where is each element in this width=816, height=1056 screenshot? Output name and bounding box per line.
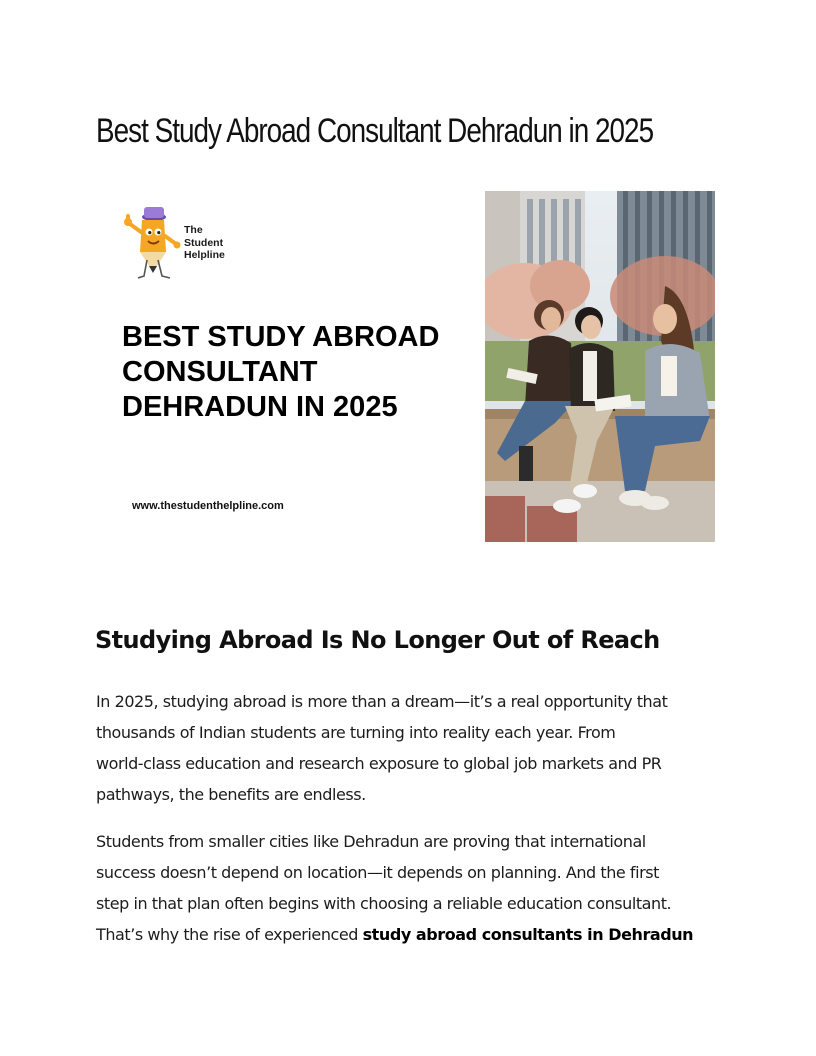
paragraph-line: world-class education and research exposure to global job markets and PR bbox=[96, 754, 662, 773]
section-heading: Studying Abroad Is No Longer Out of Reach bbox=[95, 626, 660, 654]
paragraph-line bbox=[96, 919, 736, 950]
banner-heading-line: DEHRADUN IN 2025 bbox=[122, 391, 398, 423]
paragraph-line: thousands of Indian students are turning into reality each year. From bbox=[96, 723, 616, 742]
paragraph bbox=[96, 686, 736, 810]
paragraph-text: That’s why the rise of experienced bbox=[96, 925, 363, 944]
paragraph-line: pathways, the benefits are endless. bbox=[96, 785, 366, 804]
hero-banner bbox=[96, 190, 716, 542]
brand-logo bbox=[120, 202, 270, 282]
paragraph-line: Students from smaller cities like Dehradun are proving that international bbox=[96, 832, 646, 851]
logo-text bbox=[184, 224, 225, 262]
paragraph-line: In 2025, studying abroad is more than a dream—it’s a real opportunity that bbox=[96, 692, 668, 711]
banner-heading bbox=[122, 320, 462, 425]
paragraph-line: step in that plan often begins with choosing a reliable education consultant. bbox=[96, 894, 672, 913]
logo-line: The bbox=[184, 224, 203, 236]
paragraph bbox=[96, 826, 736, 950]
students-photo bbox=[485, 191, 715, 542]
banner-heading-line: CONSULTANT bbox=[122, 356, 318, 388]
logo-line: Helpline bbox=[184, 249, 225, 261]
banner-heading-line: BEST STUDY ABROAD bbox=[122, 321, 440, 353]
pencil-mascot-icon bbox=[120, 202, 182, 282]
logo-line: Student bbox=[184, 236, 224, 249]
bold-keyword: study abroad consultants in Dehradun bbox=[362, 925, 694, 944]
paragraph-line: success doesn’t depend on location—it depends on planning. And the first bbox=[96, 863, 659, 882]
website-url: www.thestudenthelpline.com bbox=[132, 500, 284, 512]
page-title: Best Study Abroad Consultant Dehradun in 2025 bbox=[96, 112, 654, 150]
